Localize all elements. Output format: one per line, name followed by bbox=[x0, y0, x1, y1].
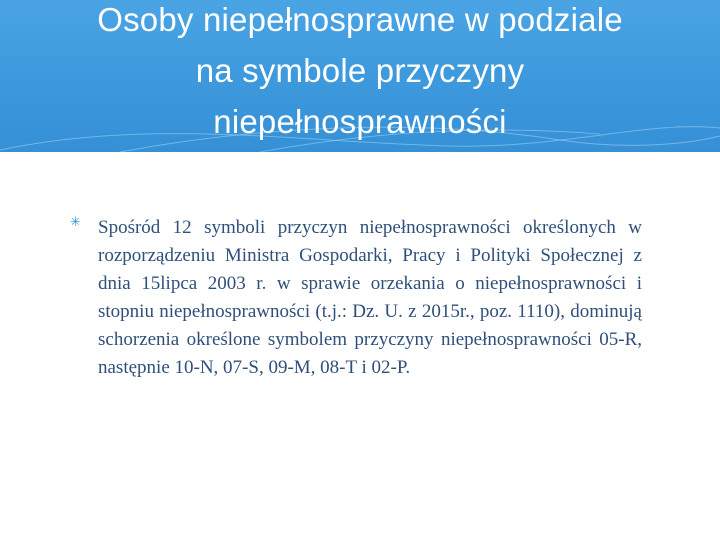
asterisk-icon: ✳ bbox=[70, 215, 81, 230]
bullet-text: Spośród 12 symboli przyczyn niepełnosprawności określonych w rozporządzeniu Ministra Gospodarki, Pracy i Polityki Społecznej z dnia 15lipca 2003 r. w sprawie orzekania o niepełnosprawności i stopniu niepełnosprawności (t.j.: Dz. U. z 2015r., poz. 1110), dominują schorzenia określone symbolem przyczyny niepełnosprawności 05-R, następnie 10-N, 07-S, 09-M, 08-T i 02-P. bbox=[98, 217, 642, 378]
title-line: Osoby niepełnosprawne w podziale bbox=[97, 1, 623, 38]
bullet-item bbox=[70, 214, 642, 382]
slide-title bbox=[30, 0, 690, 147]
content-area bbox=[70, 214, 642, 382]
title-line: niepełnosprawności bbox=[213, 103, 507, 140]
title-band bbox=[0, 0, 720, 152]
title-line: na symbole przyczyny bbox=[195, 52, 525, 89]
